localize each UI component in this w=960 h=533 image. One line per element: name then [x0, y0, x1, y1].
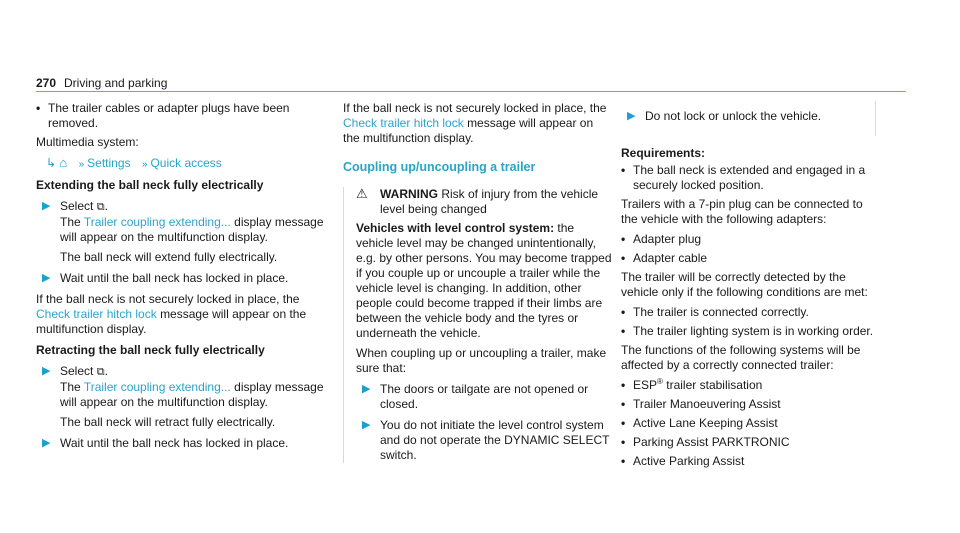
step-arrow-icon: ▶ — [42, 365, 51, 377]
home-icon: ⌂ — [59, 155, 68, 170]
double-chevron-icon: » — [78, 159, 85, 170]
path-quick-access: Quick access — [150, 156, 222, 170]
list-item: • Adapter cable — [621, 251, 708, 265]
menu-path — [36, 155, 326, 172]
list-item: • ESP® trailer stabilisation — [621, 377, 763, 392]
bullet-icon: • — [621, 378, 626, 392]
list-item: • Parking Assist PARKTRONIC — [621, 435, 790, 449]
paragraph: If the ball neck is not securely locked in place, the Check trailer hitch lock message will appear on the multifunction display. — [36, 292, 307, 336]
paragraph: The trailer will be correctly detected by the vehicle only if the following conditions are met: — [621, 270, 868, 299]
column-3 — [621, 101, 876, 473]
bullet-icon: • — [621, 232, 626, 246]
display-message: Trailer coupling extending... — [83, 380, 231, 394]
double-chevron-icon: » — [141, 159, 148, 170]
path-arrow-icon: ↳ — [46, 156, 57, 170]
list-item: • The trailer lighting system is in working order. — [621, 324, 874, 338]
step-arrow-icon: ▶ — [42, 437, 51, 449]
path-settings: Settings — [87, 156, 131, 170]
header-divider — [36, 91, 906, 92]
page-header-title: Driving and parking — [64, 76, 168, 90]
display-message: Check trailer hitch lock — [343, 116, 464, 130]
list-item: • Trailer Manoeuvering Assist — [621, 397, 781, 411]
step-select-2: ▶ Select ⧉. The Trailer coupling extending... display message will appear on the multifunction display. The ball neck will retract fully electrically. — [42, 364, 324, 429]
multimedia-label: Multimedia system: — [36, 135, 139, 149]
paragraph: The functions of the following systems will be affected by a correctly connected trailer: — [621, 343, 861, 372]
list-item: • The trailer is connected correctly. — [621, 305, 809, 319]
list-item: • The ball neck is extended and engaged in a securely locked position. — [621, 163, 866, 192]
warning-label: WARNING — [380, 187, 438, 201]
warning-continuation — [621, 101, 876, 136]
page-number: 270 — [36, 76, 57, 90]
warning-box: ⚠ WARNING Risk of injury from the vehicle level being changed Vehicles with level control system: the vehicle level may be changed unintentionally, e.g. by other persons. You may become trapped if you couple up or uncouple a trailer while the vehicle level is changing. In addition, other people could become trapped if their limbs are between the vehicle body and the tyres or underneath the vehicle. When coupling up or uncoupling a trailer, make sure that: ▶ The doors or tailgate are not opened or closed. ▶ You do not initiate the level control system and do not operate the DYNAMIC SELECT switch. — [343, 187, 613, 463]
paragraph: If the ball neck is not securely locked in place, the Check trailer hitch lock message will appear on the multifunction display. — [343, 101, 607, 145]
step-select-1: ▶ Select ⧉. The Trailer coupling extending... display message will appear on the multifunction display. The ball neck will extend fully electrically. — [42, 199, 324, 264]
trailer-hitch-icon: ⧉ — [96, 366, 105, 378]
warning-icon: ⚠ — [356, 186, 368, 201]
step-wait-2: ▶ Wait until the ball neck has locked in place. — [42, 436, 289, 450]
column-2 — [343, 101, 613, 469]
list-item: • Adapter plug — [621, 232, 702, 246]
step-arrow-icon: ▶ — [42, 200, 51, 212]
heading-retract: Retracting the ball neck fully electrically — [36, 343, 265, 357]
bullet-icon: • — [36, 101, 41, 115]
heading-extend: Extending the ball neck fully electrically — [36, 178, 264, 192]
bullet-icon: • — [621, 397, 626, 411]
paragraph: Trailers with a 7-pin plug can be connected to the vehicle with the following adapters: — [621, 197, 863, 226]
bullet-icon: • — [621, 251, 626, 265]
bullet-icon: • — [621, 324, 626, 338]
bullet-icon: • — [621, 435, 626, 449]
list-item: • Active Lane Keeping Assist — [621, 416, 778, 430]
list-item: • The trailer cables or adapter plugs have been removed. — [36, 101, 290, 130]
display-message: Check trailer hitch lock — [36, 307, 157, 321]
step-arrow-icon: ▶ — [42, 272, 51, 284]
step-arrow-icon: ▶ — [362, 383, 371, 395]
step-no-lock: ▶ Do not lock or unlock the vehicle. — [627, 109, 822, 123]
trailer-hitch-icon: ⧉ — [96, 201, 105, 213]
column-1 — [36, 101, 326, 457]
step-wait-1: ▶ Wait until the ball neck has locked in place. — [42, 271, 289, 285]
list-item: • Active Parking Assist — [621, 454, 745, 468]
bullet-icon: • — [621, 416, 626, 430]
step-arrow-icon: ▶ — [362, 419, 371, 431]
requirements-title: Requirements: — [621, 146, 706, 160]
display-message: Trailer coupling extending... — [83, 215, 231, 229]
bullet-icon: • — [621, 454, 626, 468]
bullet-icon: • — [621, 163, 626, 177]
check-item: ▶ The doors or tailgate are not opened or closed. — [362, 382, 589, 411]
step-arrow-icon: ▶ — [627, 110, 636, 122]
section-title: Coupling up/uncoupling a trailer — [343, 160, 536, 174]
bullet-icon: • — [621, 305, 626, 319]
check-item: ▶ You do not initiate the level control system and do not operate the DYNAMIC SELECT switch. — [362, 418, 610, 462]
